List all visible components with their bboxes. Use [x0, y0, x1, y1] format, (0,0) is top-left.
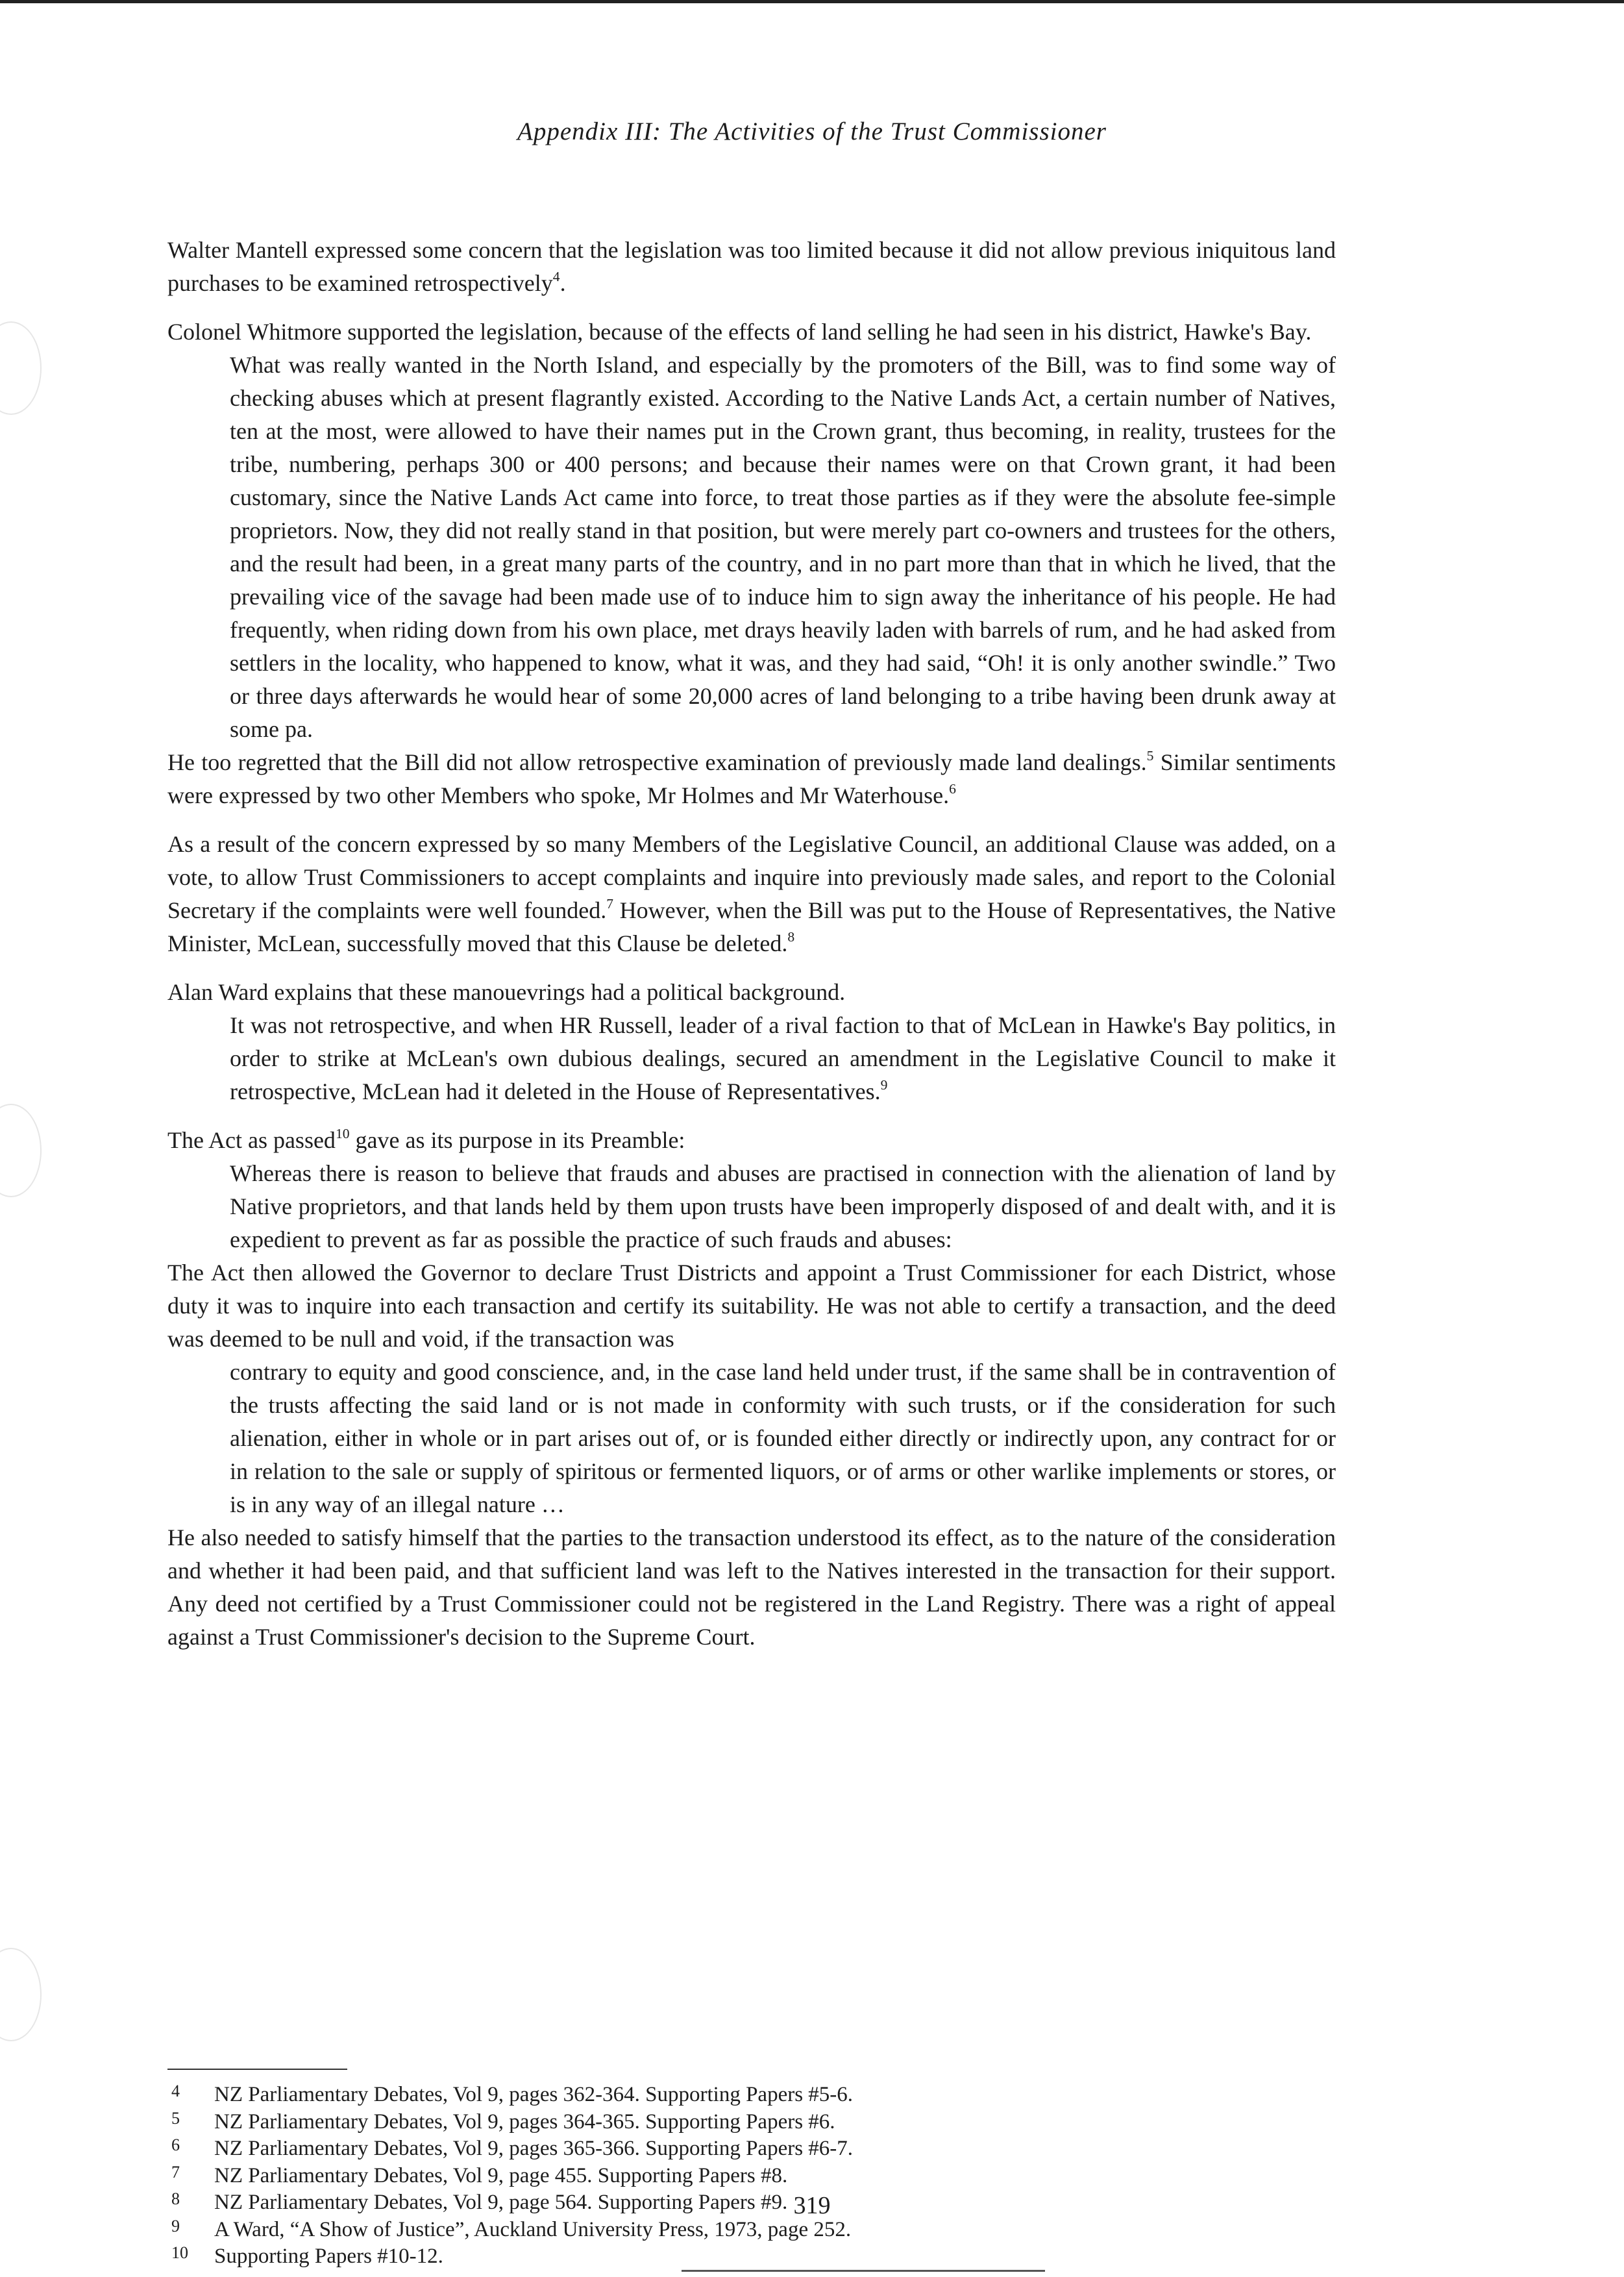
footnote	[167, 2109, 1206, 2136]
paragraph-text: contrary to equity and good conscience, and, in the case land held under trust, if the same shall be in contravention of the trusts affecting the said land or is not made in conformity with such trusts, or if the consideration for such alienation, either in whole or in part arises out of, or is founded either directly or indirectly upon, any contract for or in relation to the sale or supply of spiritous or fermented liquors, or of arms or other warlike implements or stores, or is in any way of an illegal nature …	[230, 1359, 1336, 1517]
footnote-reference: 9	[880, 1076, 888, 1093]
page-number: 319	[793, 2192, 831, 2219]
footnote-number: 7	[171, 2162, 180, 2182]
footnote-text: NZ Parliamentary Debates, Vol 9, page 564. Supporting Papers #9.	[214, 2191, 788, 2214]
paragraph-text: gave as its purpose in its Preamble:	[349, 1127, 685, 1153]
footnote-number: 9	[171, 2216, 180, 2235]
footnote-text: NZ Parliamentary Debates, Vol 9, pages 365-366. Supporting Papers #6-7.	[214, 2137, 854, 2160]
block-quote	[230, 1157, 1336, 1256]
paragraph-text: He too regretted that the Bill did not allow retrospective examination of previously made land dealings.	[167, 749, 1147, 775]
paragraph-text: What was really wanted in the North Island, and especially by the promoters of the Bill, was to find some way of checking abuses which at present flagrantly existed. According to the Native Lands Act, a certain number of Natives, ten at the most, were allowed to have their names put in the Crown grant, thus becoming, in reality, trustees for the tribe, numbering, perhaps 300 or 400 persons; and because their names were on that Crown grant, it had been customary, since the Native Lands Act came into force, to treat those parties as if they were the absolute fee-simple proprietors. Now, they did not really stand in that position, but were merely part co-owners and trustees for the others, and the result had been, in a great many parts of the country, and in no part more than that in which he lived, that the prevailing vice of the savage had been made use of to induce him to sign away the inheritance of his people. He had frequently, when riding down from his own place, met drays heavily laden with barrels of rum, and he had asked from settlers in the locality, who happened to know, what it was, and they had said, “Oh! it is only another swindle.” Two or three days afterwards he would hear of some 20,000 acres of land belonging to a tribe having been drunk away at some pa.	[230, 352, 1336, 742]
footnote-number: 8	[171, 2189, 180, 2208]
footnote-text: NZ Parliamentary Debates, Vol 9, page 455. Supporting Papers #8.	[214, 2163, 788, 2187]
punch-hole-mark	[0, 1104, 42, 1197]
paragraph-text: The Act as passed	[167, 1127, 336, 1153]
running-head: Appendix III: The Activities of the Trust Commissioner	[517, 118, 1107, 145]
footnote	[167, 2163, 1206, 2190]
body-paragraph	[167, 1521, 1336, 1654]
footnote-text: Supporting Papers #10-12.	[214, 2245, 443, 2268]
body-paragraph	[167, 828, 1336, 960]
footnote	[167, 2217, 1206, 2244]
paragraph-text: It was not retrospective, and when HR Russell, leader of a rival faction to that of McLean in Hawke's Bay politics, in order to strike at McLean's own dubious dealings, secured an amendment in the Legislative Council to make it retrospective, McLean had it deleted in the House of Representatives.	[230, 1012, 1336, 1104]
footnote-text: A Ward, “A Show of Justice”, Auckland University Press, 1973, page 252.	[214, 2217, 852, 2241]
footnote-text: NZ Parliamentary Debates, Vol 9, pages 364-365. Supporting Papers #6.	[214, 2109, 835, 2134]
paragraph-text: As a result of the concern expressed by so many Members of the Legislative Council, an additional Clause was added, on a vote, to allow Trust Commissioners to accept complaints and inquire into previously made sales, and report to the Colonial Secretary if the complaints were well founded.	[167, 831, 1336, 923]
footnote-text: NZ Parliamentary Debates, Vol 9, pages 362-364. Supporting Papers #5-6.	[214, 2083, 854, 2106]
body-paragraph	[167, 234, 1336, 300]
footnote-number: 10	[171, 2243, 188, 2262]
footnote-reference: 8	[787, 928, 795, 945]
body-paragraph	[167, 976, 1336, 1009]
body-paragraph	[167, 1124, 1336, 1157]
footnote-number: 5	[171, 2108, 180, 2128]
body-text	[167, 234, 1336, 1654]
paragraph-text: He also needed to satisfy himself that the parties to the transaction understood its effect, as to the nature of the consideration and whether it had been paid, and that sufficient land was left to the Natives interested in the transaction for their support. Any deed not certified by a Trust Commissioner could not be registered in the Land Registry. There was a right of appeal against a Trust Commissioner's decision to the Supreme Court.	[167, 1524, 1336, 1650]
paragraph-text: Walter Mantell expressed some concern that the legislation was too limited because it did not allow previous iniquitous land purchases to be examined retrospectively	[167, 237, 1336, 296]
body-paragraph	[167, 1256, 1336, 1356]
footnote-reference: 4	[552, 268, 560, 284]
footnote	[167, 2243, 1206, 2271]
paragraph-text: .	[560, 270, 566, 296]
block-quote	[230, 1356, 1336, 1521]
paragraph-text: Alan Ward explains that these manouevrings had a political background.	[167, 979, 846, 1005]
footnote-reference: 10	[335, 1125, 350, 1141]
footnote	[167, 2082, 1206, 2109]
footnote-separator	[167, 2069, 347, 2070]
page-bottom-rule	[682, 2270, 1045, 2272]
body-paragraph	[167, 316, 1336, 349]
page-top-border	[0, 0, 1624, 3]
footnote	[167, 2135, 1206, 2163]
footnote-reference: 6	[949, 780, 956, 797]
punch-hole-mark	[0, 1948, 42, 2041]
footnote-number: 6	[171, 2135, 180, 2154]
footnote-number: 4	[171, 2082, 180, 2100]
footnote-reference: 5	[1146, 747, 1154, 764]
footnote-reference: 7	[606, 895, 614, 912]
block-quote	[230, 349, 1336, 746]
punch-hole-mark	[0, 321, 42, 415]
paragraph-text: Similar sentiments were expressed by two other Members who spoke, Mr Holmes and Mr Waterhouse.	[167, 749, 1336, 808]
paragraph-text: Whereas there is reason to believe that frauds and abuses are practised in connection with the alienation of land by Native proprietors, and that lands held by them upon trusts have been improperly disposed of and dealt with, and it is expedient to prevent as far as possible the practice of such frauds and abuses:	[230, 1160, 1336, 1252]
body-paragraph	[167, 746, 1336, 812]
footnotes	[167, 2082, 1206, 2271]
block-quote	[230, 1009, 1336, 1108]
paragraph-text: Colonel Whitmore supported the legislation, because of the effects of land selling he had seen in his district, Hawke's Bay.	[167, 319, 1312, 345]
paragraph-text: However, when the Bill was put to the House of Representatives, the Native Minister, McLean, successfully moved that this Clause be deleted.	[167, 897, 1336, 956]
paragraph-text: The Act then allowed the Governor to declare Trust Districts and appoint a Trust Commissioner for each District, whose duty it was to inquire into each transaction and certify its suitability. He was not able to certify a transaction, and the deed was deemed to be null and void, if the transaction was	[167, 1260, 1336, 1352]
